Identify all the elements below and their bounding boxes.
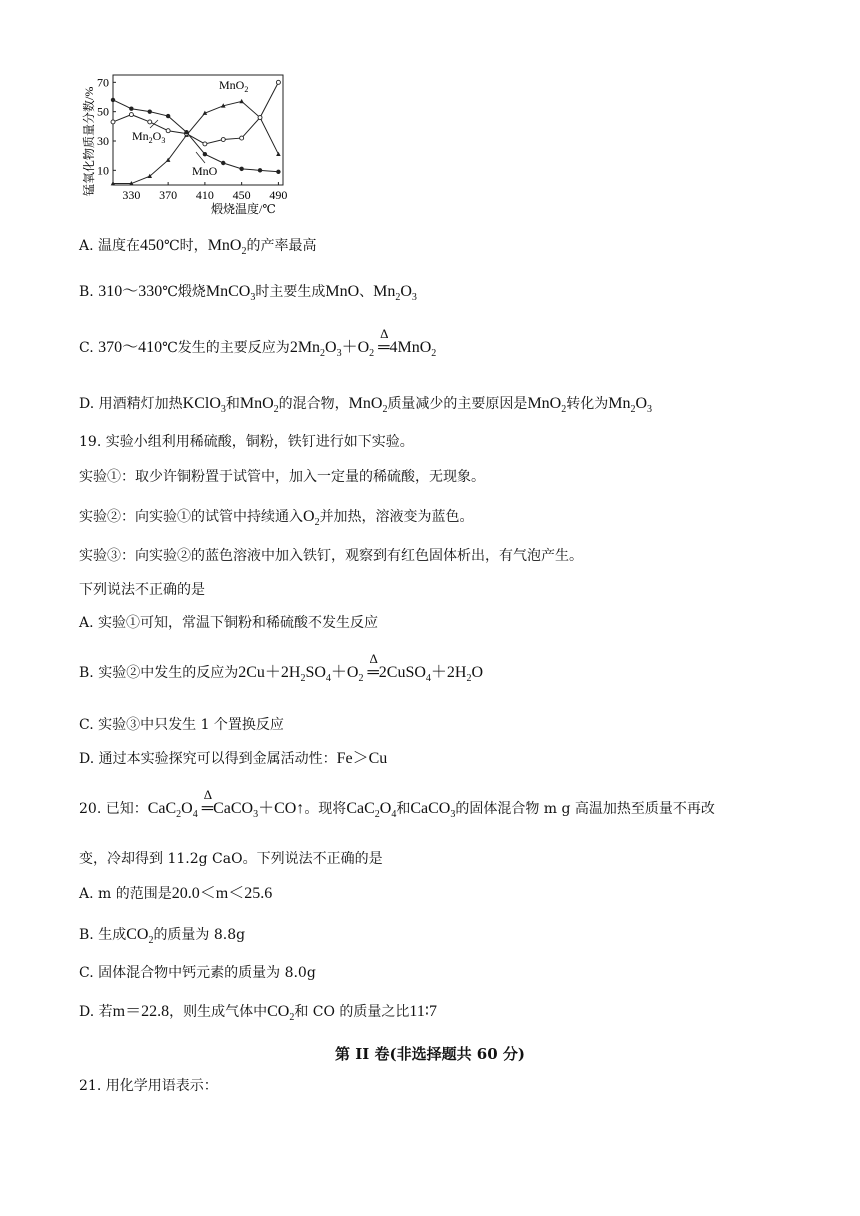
y-tick-label: 30 <box>97 134 109 148</box>
q18-option-d: D. 用酒精灯加热KClO$_3$和MnO$_2$的混合物，MnO$_2$质量减少的主要原因是MnO$_2$转化为$Mn_2O_3$ <box>79 395 653 416</box>
q19-option-c: C. 实验③中只发生 1 个置换反应 <box>79 717 284 733</box>
data-point-mno <box>111 98 115 102</box>
x-tick-label: 330 <box>122 188 141 202</box>
q20-option-b: B. 生成$CO_2$的质量为 8.8g <box>79 926 246 947</box>
data-point-mno2 <box>276 152 281 156</box>
mn-oxide-chart <box>0 0 860 225</box>
data-point-mno <box>258 168 262 172</box>
x-tick-label: 370 <box>159 188 178 202</box>
q19-option-d: D. 通过本实验探究可以得到金属活动性：Fe＞Cu <box>79 750 388 767</box>
data-point-mn2o3 <box>221 138 225 142</box>
data-point-mno <box>239 167 243 171</box>
q19-ask: 下列说法不正确的是 <box>79 582 205 598</box>
data-point-mno <box>221 161 225 165</box>
q19-option-b: B. 实验②中发生的反应为$2Cu+2H_2SO_4+O_2$ ═ Δ $2CuSO_4+2H_2O$ <box>79 651 484 685</box>
q19-stem: 19. 实验小组利用稀硫酸，铜粉，铁钉进行如下实验。 <box>79 434 414 450</box>
q18-option-c: C. 370～410℃发生的主要反应为$2Mn_2O_3+O_2$ ═ Δ 4MnO$_2$ <box>79 326 437 360</box>
data-point-mn2o3 <box>148 120 152 124</box>
x-tick-label: 490 <box>269 188 288 202</box>
data-point-mno2 <box>239 99 244 103</box>
q21-stem: 21. 用化学用语表示： <box>79 1078 218 1094</box>
q19-experiment-2: 实验②：向实验①的试管中持续通入$O_2$并加热，溶液变为蓝色。 <box>79 508 474 529</box>
q20-option-a: A. m 的范围是20.0＜m＜25.6 <box>79 885 273 902</box>
q18-option-a: A. 温度在450℃时，MnO$_2$的产率最高 <box>79 237 317 258</box>
data-point-mn2o3 <box>129 113 133 117</box>
x-tick-label: 450 <box>232 188 251 202</box>
q20-stem: 20. 已知：$CaC_2O_4$ ═ Δ CaCO$_3$＋CO↑。现将$CaC_2O_4$和CaCO$_3$的固体混合物 m g 高温加热至质量不再改 <box>79 787 715 821</box>
q18-option-b: B. 310～330℃煅烧MnCO$_3$时主要生成MnO、$Mn_2O_3$ <box>79 283 417 304</box>
data-point-mn2o3 <box>240 136 244 140</box>
y-tick-label: 70 <box>97 75 109 90</box>
q19-experiment-3: 实验③：向实验②的蓝色溶液中加入铁钉，观察到有红色固体析出，有气泡产生。 <box>79 548 583 564</box>
data-point-mn2o3 <box>258 116 262 120</box>
data-point-mn2o3 <box>111 120 115 124</box>
data-point-mno <box>148 109 152 113</box>
series-label-mno: MnO <box>192 164 218 178</box>
data-point-mno <box>276 170 280 174</box>
data-point-mno <box>129 107 133 111</box>
q19-option-a: A. 实验①可知，常温下铜粉和稀硫酸不发生反应 <box>79 615 379 631</box>
q20-option-d: D. 若m＝22.8，则生成气体中$CO_2$和 CO 的质量之比11∶7 <box>79 1003 437 1024</box>
q20-option-c: C. 固体混合物中钙元素的质量为 8.0g <box>79 965 316 981</box>
q19-experiment-1: 实验①：取少许铜粉置于试管中，加入一定量的稀硫酸，无现象。 <box>79 469 485 485</box>
data-point-mno <box>203 152 207 156</box>
data-point-mn2o3 <box>203 142 207 146</box>
section-title: 第 II 卷(非选择题共 60 分) <box>335 1045 525 1063</box>
x-tick-label: 410 <box>195 188 214 202</box>
data-point-mn2o3 <box>276 80 280 84</box>
data-point-mno <box>184 130 188 134</box>
q20-stem-cont: 变，冷却得到 11.2g CaO。下列说法不正确的是 <box>79 851 383 867</box>
data-point-mn2o3 <box>166 129 170 133</box>
y-tick-label: 10 <box>97 163 109 178</box>
series-label-mno2: MnO$_2$ <box>219 78 249 94</box>
series-label-mn2o3: $Mn_2O_3$ <box>132 129 166 145</box>
y-axis-label: 锰氧化物质量分数/% <box>82 86 96 196</box>
x-axis-label: 煅烧温度/℃ <box>211 202 276 216</box>
y-tick-label: 50 <box>97 104 109 119</box>
data-point-mno <box>166 114 170 118</box>
